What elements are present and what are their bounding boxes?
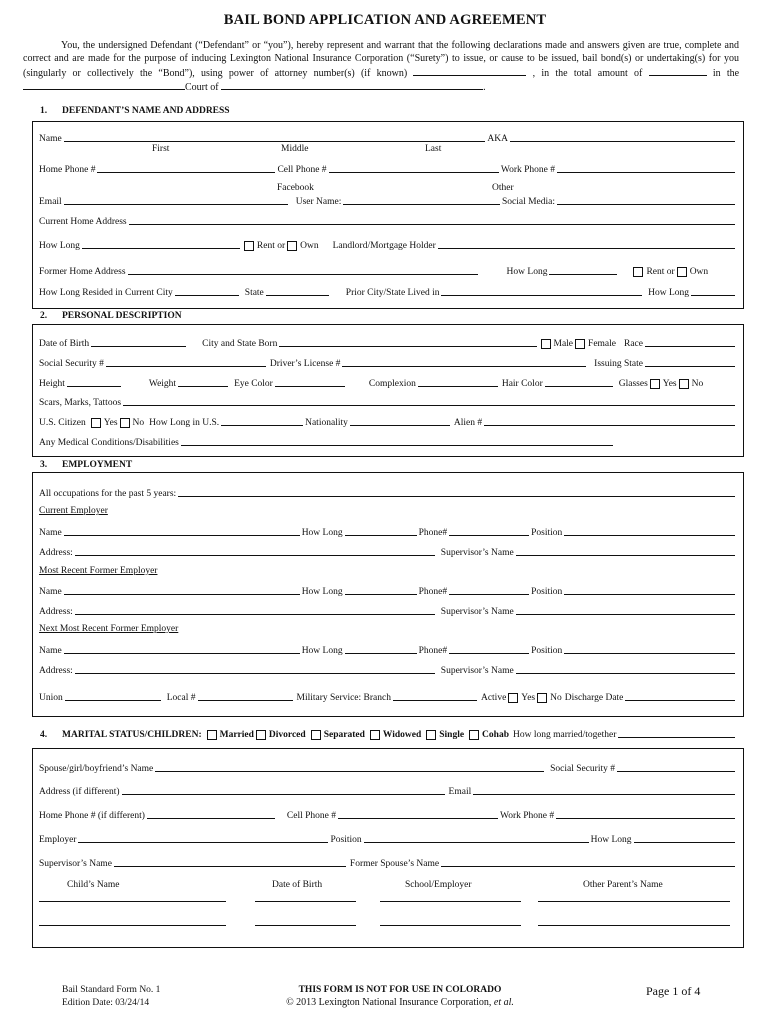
- next-employer-row: Name How Long Phone# Position: [39, 643, 737, 656]
- eye-color-field[interactable]: [275, 377, 345, 387]
- issuing-state-field[interactable]: [645, 357, 735, 367]
- current-employer-row: Name How Long Phone# Position: [39, 525, 737, 538]
- divorced-checkbox[interactable]: [256, 730, 266, 740]
- next-employer-address-field[interactable]: [75, 664, 435, 674]
- glasses-yes-checkbox[interactable]: [650, 379, 660, 389]
- local-field[interactable]: [198, 691, 293, 701]
- other-label: Other: [492, 183, 514, 193]
- active-no-checkbox[interactable]: [537, 693, 547, 703]
- widowed-checkbox[interactable]: [370, 730, 380, 740]
- email-row: Email User Name: Social Media:: [39, 194, 737, 207]
- male-checkbox[interactable]: [541, 339, 551, 349]
- home-phone-field[interactable]: [97, 163, 275, 173]
- other-parent-line-1[interactable]: [538, 901, 730, 902]
- child-school-header: School/Employer: [405, 880, 472, 890]
- former-employer-position-field[interactable]: [564, 585, 735, 595]
- spouse-address-row: Address (if different) Email: [39, 784, 737, 797]
- name-row: Name AKA: [39, 131, 737, 144]
- current-employer-name-field[interactable]: [64, 526, 300, 536]
- other-parent-header: Other Parent’s Name: [583, 880, 663, 890]
- section-4-header: 4. MARITAL STATUS/CHILDREN: Married Divorced Separated Widowed Single Cohab How long married/together: [40, 727, 737, 740]
- former-rent-checkbox[interactable]: [633, 267, 643, 277]
- section-1-header: 1. DEFENDANT’S NAME AND ADDRESS: [40, 106, 230, 116]
- alien-number-field[interactable]: [484, 416, 735, 426]
- former-own-checkbox[interactable]: [677, 267, 687, 277]
- rent-checkbox[interactable]: [244, 241, 254, 251]
- spouse-cell-phone-field[interactable]: [338, 809, 498, 819]
- former-employer-label: Most Recent Former Employer: [39, 566, 158, 576]
- former-how-long-field[interactable]: [549, 265, 617, 275]
- spouse-supervisor-row: Supervisor’s Name Former Spouse’s Name: [39, 856, 737, 869]
- current-employer-address-field[interactable]: [75, 546, 435, 556]
- child-dob-line-2[interactable]: [255, 925, 356, 926]
- married-checkbox[interactable]: [207, 730, 217, 740]
- next-employer-how-long-field[interactable]: [345, 644, 417, 654]
- discharge-date-field[interactable]: [625, 691, 735, 701]
- current-employer-position-field[interactable]: [564, 526, 735, 536]
- occupations-field[interactable]: [178, 487, 735, 497]
- race-field[interactable]: [645, 337, 735, 347]
- next-employer-name-field[interactable]: [64, 644, 300, 654]
- spouse-address-field[interactable]: [122, 785, 445, 795]
- ssn-field[interactable]: [106, 357, 266, 367]
- copyright: © 2013 Lexington National Insurance Corporation, et al.: [286, 997, 514, 1008]
- former-address-field[interactable]: [128, 265, 478, 275]
- state-field[interactable]: [266, 286, 329, 296]
- current-employer-address-row: Address: Supervisor’s Name: [39, 545, 737, 558]
- work-phone-field[interactable]: [557, 163, 735, 173]
- child-dob-line-1[interactable]: [255, 901, 356, 902]
- complexion-field[interactable]: [418, 377, 498, 387]
- section-3-header: 3. EMPLOYMENT: [40, 460, 133, 470]
- weight-field[interactable]: [178, 377, 228, 387]
- active-yes-checkbox[interactable]: [508, 693, 518, 703]
- spouse-work-phone-field[interactable]: [556, 809, 735, 819]
- nationality-field[interactable]: [350, 416, 450, 426]
- intro-paragraph: You, the undersigned Defendant (“Defendant” or “you”), hereby represent and warrant that the following declarations made and answers given are true, complete and correct and are made for the purpose of inducing Lexington National Insurance Corporation (“Surety”) to issue, or cause to be issued, bail bond(s) or undertaking(s) for you (singularly or collectively the “Bond”), using power of attorney number(s) (if known) , in the total amount of in the Court of .: [23, 40, 740, 94]
- scars-row: Scars, Marks, Tattoos: [39, 395, 737, 408]
- current-employer-label: Current Employer: [39, 506, 108, 516]
- height-row: Height Weight Eye Color Complexion Hair Color Glasses Yes No: [39, 379, 704, 389]
- landlord-field[interactable]: [438, 239, 735, 249]
- former-employer-phone-field[interactable]: [449, 585, 529, 595]
- poa-number-field[interactable]: [413, 66, 526, 76]
- former-address-row: Former Home Address How Long Rent or Own: [39, 267, 709, 277]
- not-for-colorado-notice: THIS FORM IS NOT FOR USE IN COLORADO: [298, 985, 502, 995]
- spouse-email-field[interactable]: [473, 785, 735, 795]
- spouse-home-phone-field[interactable]: [147, 809, 275, 819]
- separated-checkbox[interactable]: [311, 730, 321, 740]
- dob-field[interactable]: [91, 337, 186, 347]
- next-former-employer-label: Next Most Recent Former Employer: [39, 624, 179, 634]
- spouse-ssn-field[interactable]: [617, 762, 735, 772]
- birthplace-field[interactable]: [279, 337, 536, 347]
- female-checkbox[interactable]: [575, 339, 585, 349]
- medical-field[interactable]: [181, 436, 613, 446]
- current-employer-phone-field[interactable]: [449, 526, 529, 536]
- first-label: First: [152, 144, 170, 154]
- cohab-checkbox[interactable]: [469, 730, 479, 740]
- prior-how-long-field[interactable]: [691, 286, 735, 296]
- own-checkbox[interactable]: [287, 241, 297, 251]
- current-employer-supervisor-field[interactable]: [516, 546, 735, 556]
- facebook-username-field[interactable]: [343, 195, 500, 205]
- next-employer-position-field[interactable]: [564, 644, 735, 654]
- citizen-yes-checkbox[interactable]: [91, 418, 101, 428]
- how-long-field[interactable]: [82, 239, 240, 249]
- child-dob-header: Date of Birth: [272, 880, 323, 890]
- court-of-field[interactable]: [221, 80, 483, 90]
- section-4-box: [32, 748, 744, 948]
- spouse-phone-row: Home Phone # (if different) Cell Phone # Work Phone #: [39, 808, 737, 821]
- military-branch-field[interactable]: [393, 691, 477, 701]
- spouse-name-field[interactable]: [155, 762, 544, 772]
- current-employer-how-long-field[interactable]: [345, 526, 417, 536]
- spouse-position-field[interactable]: [364, 833, 589, 843]
- former-employer-name-field[interactable]: [64, 585, 300, 595]
- child-name-line-2[interactable]: [39, 925, 226, 926]
- total-amount-field[interactable]: [649, 66, 707, 76]
- former-spouse-field[interactable]: [441, 857, 735, 867]
- how-long-us-field[interactable]: [221, 416, 303, 426]
- prior-city-field[interactable]: [441, 286, 642, 296]
- former-employer-how-long-field[interactable]: [345, 585, 417, 595]
- former-employer-row: Name How Long Phone# Position: [39, 584, 737, 597]
- child-school-line-2[interactable]: [380, 925, 521, 926]
- single-checkbox[interactable]: [426, 730, 436, 740]
- spouse-how-long-field[interactable]: [634, 833, 735, 843]
- spouse-supervisor-field[interactable]: [114, 857, 346, 867]
- next-employer-address-row: Address: Supervisor’s Name: [39, 663, 737, 676]
- how-long-row: How Long Rent or Own Landlord/Mortgage Holder: [39, 238, 737, 251]
- court-field[interactable]: [23, 80, 185, 90]
- spouse-row: Spouse/girl/boyfriend’s Name Social Security #: [39, 761, 737, 774]
- social-media-field[interactable]: [557, 195, 735, 205]
- cell-phone-field[interactable]: [329, 163, 499, 173]
- next-employer-supervisor-field[interactable]: [516, 664, 735, 674]
- edition-date: Edition Date: 03/24/14: [62, 998, 150, 1008]
- former-employer-address-field[interactable]: [75, 605, 435, 615]
- name-field[interactable]: [64, 132, 486, 142]
- dob-row: Date of Birth City and State Born Male Female Race: [39, 336, 737, 349]
- aka-field[interactable]: [510, 132, 735, 142]
- resided-field[interactable]: [175, 286, 239, 296]
- hair-color-field[interactable]: [545, 377, 613, 387]
- facebook-label: Facebook: [277, 183, 314, 193]
- medical-row: Any Medical Conditions/Disabilities: [39, 435, 615, 448]
- height-field[interactable]: [67, 377, 121, 387]
- last-label: Last: [425, 144, 442, 154]
- spouse-employer-row: Employer Position How Long: [39, 832, 737, 845]
- phone-row: Home Phone # Cell Phone # Work Phone #: [39, 162, 737, 175]
- resided-row: How Long Resided in Current City State Prior City/State Lived in How Long: [39, 285, 737, 298]
- section-2-header: 2. PERSONAL DESCRIPTION: [40, 311, 182, 321]
- union-field[interactable]: [65, 691, 161, 701]
- drivers-license-field[interactable]: [342, 357, 586, 367]
- child-name-header: Child’s Name: [67, 880, 120, 890]
- form-number: Bail Standard Form No. 1: [62, 985, 161, 995]
- page-number: Page 1 of 4: [646, 984, 701, 998]
- child-school-line-1[interactable]: [380, 901, 521, 902]
- occupations-row: All occupations for the past 5 years:: [39, 486, 737, 499]
- glasses-no-checkbox[interactable]: [679, 379, 689, 389]
- union-row: Union Local # Military Service: Branch Active Yes No Discharge Date: [39, 690, 737, 703]
- citizen-no-checkbox[interactable]: [120, 418, 130, 428]
- next-employer-phone-field[interactable]: [449, 644, 529, 654]
- current-address-row: Current Home Address: [39, 214, 737, 227]
- citizen-row: U.S. Citizen Yes No How Long in U.S. Nationality Alien #: [39, 415, 737, 428]
- child-name-line-1[interactable]: [39, 901, 226, 902]
- spouse-employer-field[interactable]: [78, 833, 328, 843]
- email-field[interactable]: [64, 195, 288, 205]
- marriage-how-long-field[interactable]: [618, 728, 735, 738]
- other-parent-line-2[interactable]: [538, 925, 730, 926]
- former-employer-supervisor-field[interactable]: [516, 605, 735, 615]
- ssn-row: Social Security # Driver’s License # Issuing State: [39, 356, 737, 369]
- middle-label: Middle: [281, 144, 309, 154]
- current-address-field[interactable]: [129, 215, 735, 225]
- scars-field[interactable]: [123, 396, 735, 406]
- form-title: BAIL BOND APPLICATION AND AGREEMENT: [223, 12, 547, 28]
- former-employer-address-row: Address: Supervisor’s Name: [39, 604, 737, 617]
